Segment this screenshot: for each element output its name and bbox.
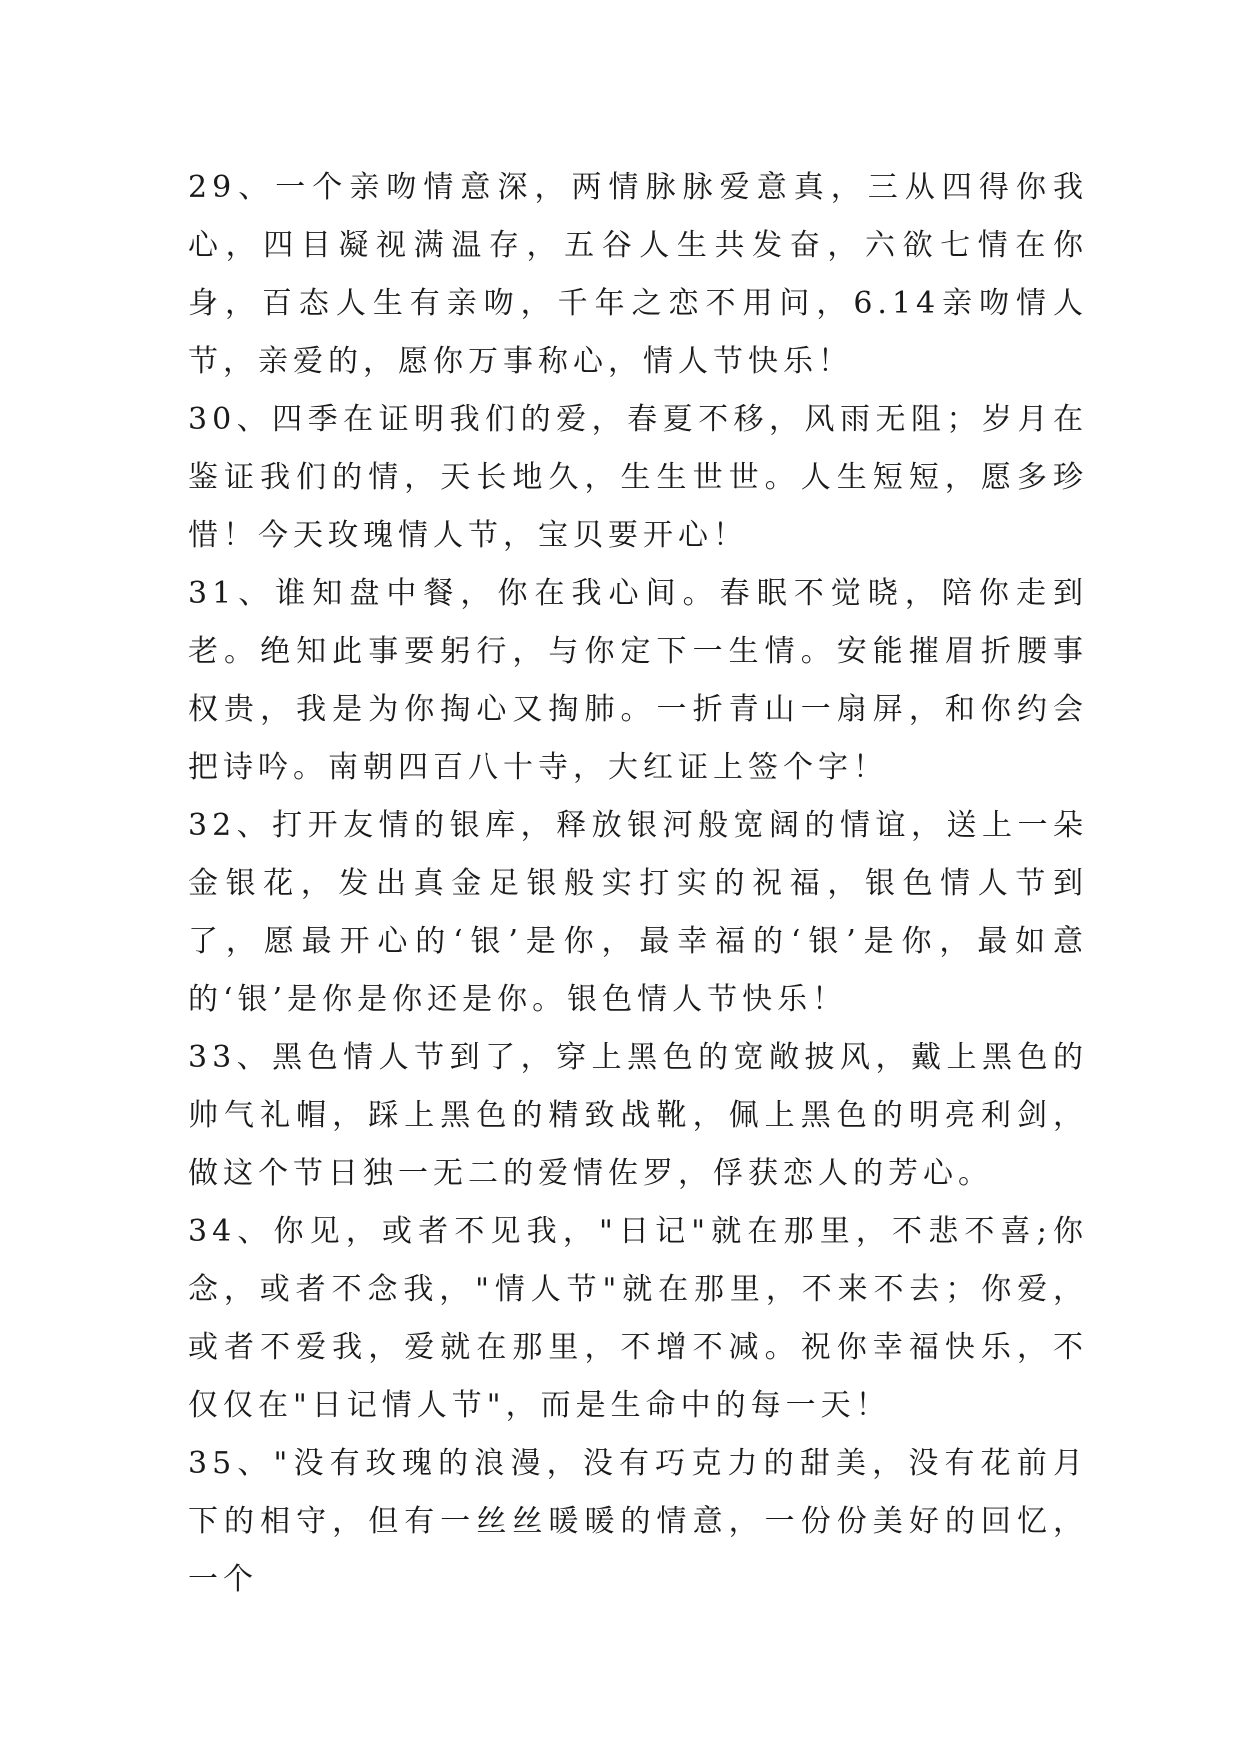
document-body bbox=[188, 159, 1088, 1609]
paragraph-30: 30、四季在证明我们的爱，春夏不移，风雨无阻；岁月在鉴证我们的情，天长地久，生生世世。人生短短，愿多珍惜！今天玫瑰情人节，宝贝要开心！ bbox=[188, 402, 1088, 553]
paragraph-33: 33、黑色情人节到了，穿上黑色的宽敞披风，戴上黑色的帅气礼帽，踩上黑色的精致战靴，佩上黑色的明亮利剑，做这个节日独一无二的爱情佐罗，俘获恋人的芳心。 bbox=[188, 1040, 1088, 1191]
paragraph-31: 31、谁知盘中餐，你在我心间。春眠不觉晓，陪你走到老。绝知此事要躬行，与你定下一生情。安能摧眉折腰事权贵，我是为你掏心又掏肺。一折青山一扇屏，和你约会把诗吟。南朝四百八十寺，大红证上签个字！ bbox=[188, 576, 1088, 785]
paragraph-35: 35、"没有玫瑰的浪漫，没有巧克力的甜美，没有花前月下的相守，但有一丝丝暖暖的情意，一份份美好的回忆，一个 bbox=[188, 1446, 1088, 1597]
paragraph-29: 29、一个亲吻情意深，两情脉脉爱意真，三从四得你我心，四目凝视满温存，五谷人生共发奋，六欲七情在你身，百态人生有亲吻，千年之恋不用问，6.14亲吻情人节，亲爱的，愿你万事称心，情人节快乐！ bbox=[188, 170, 1088, 379]
paragraph-32: 32、打开友情的银库，释放银河般宽阔的情谊，送上一朵金银花，发出真金足银般实打实的祝福，银色情人节到了，愿最开心的‘银’是你，最幸福的‘银’是你，最如意的‘银’是你是你还是你。银色情人节快乐！ bbox=[188, 808, 1088, 1017]
paragraph-34: 34、你见，或者不见我，"日记"就在那里，不悲不喜;你念，或者不念我，"情人节"就在那里，不来不去；你爱，或者不爱我，爱就在那里，不增不减。祝你幸福快乐，不仅仅在"日记情人节"，而是生命中的每一天！ bbox=[188, 1214, 1088, 1423]
